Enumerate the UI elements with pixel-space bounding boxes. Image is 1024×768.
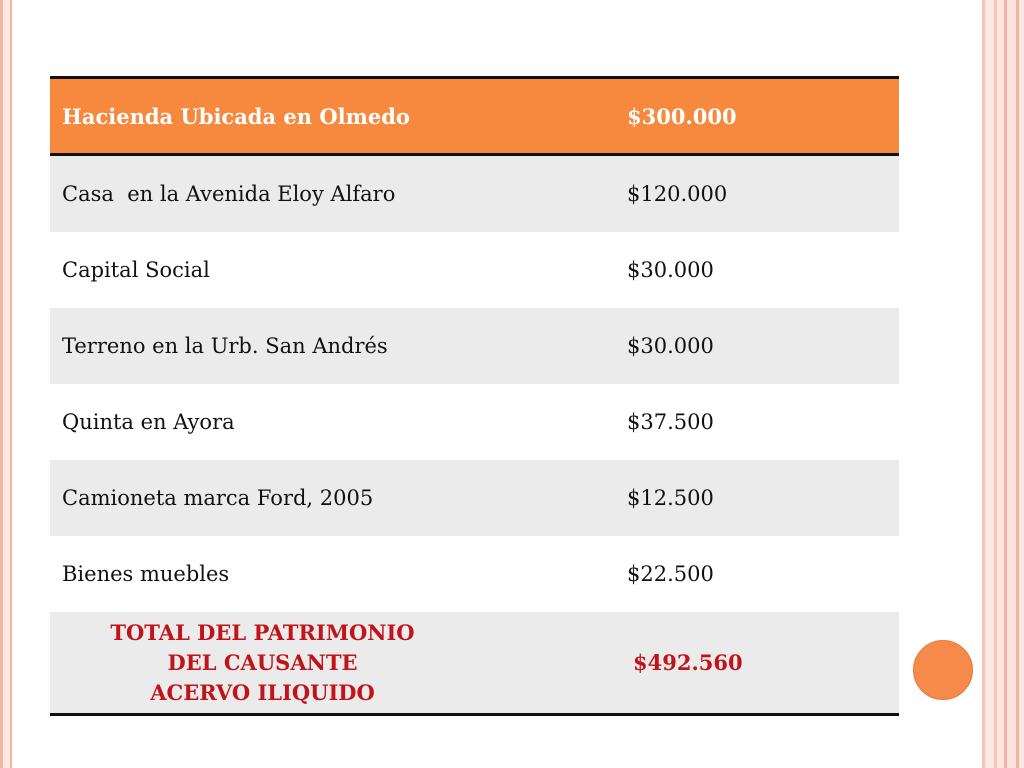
- row-label: Capital Social: [62, 258, 210, 282]
- table-row: [50, 536, 899, 612]
- row-label: Bienes muebles: [62, 562, 230, 586]
- estate-table: [50, 76, 899, 716]
- total-label-line: ACERVO ILIQUIDO: [150, 679, 375, 705]
- row-label: Casa en la Avenida Eloy Alfaro: [62, 182, 396, 206]
- total-label-line: TOTAL DEL PATRIMONIO: [110, 619, 415, 645]
- row-label: Quinta en Ayora: [62, 410, 235, 434]
- orange-circle-decoration: [913, 640, 973, 700]
- table-total-row: [50, 612, 899, 713]
- row-label: Terreno en la Urb. San Andrés: [62, 334, 388, 358]
- row-value: $30.000: [627, 334, 714, 358]
- row-value: $12.500: [627, 486, 714, 510]
- right-decorative-stripes: [976, 0, 1024, 768]
- table-header-row: [50, 79, 899, 156]
- header-value: $300.000: [627, 103, 737, 129]
- table-row: [50, 460, 899, 536]
- table-row: [50, 384, 899, 460]
- left-decorative-border: [0, 0, 12, 768]
- total-label-line: DEL CAUSANTE: [167, 649, 358, 675]
- table-row: [50, 156, 899, 232]
- header-label: Hacienda Ubicada en Olmedo: [62, 103, 410, 129]
- table-row: [50, 308, 899, 384]
- row-label: Camioneta marca Ford, 2005: [62, 486, 374, 510]
- total-label: [50, 618, 475, 708]
- row-value: $120.000: [627, 182, 728, 206]
- row-value: $30.000: [627, 258, 714, 282]
- total-value: $492.560: [633, 650, 743, 675]
- row-value: $22.500: [627, 562, 714, 586]
- table-row: [50, 232, 899, 308]
- row-value: $37.500: [627, 410, 714, 434]
